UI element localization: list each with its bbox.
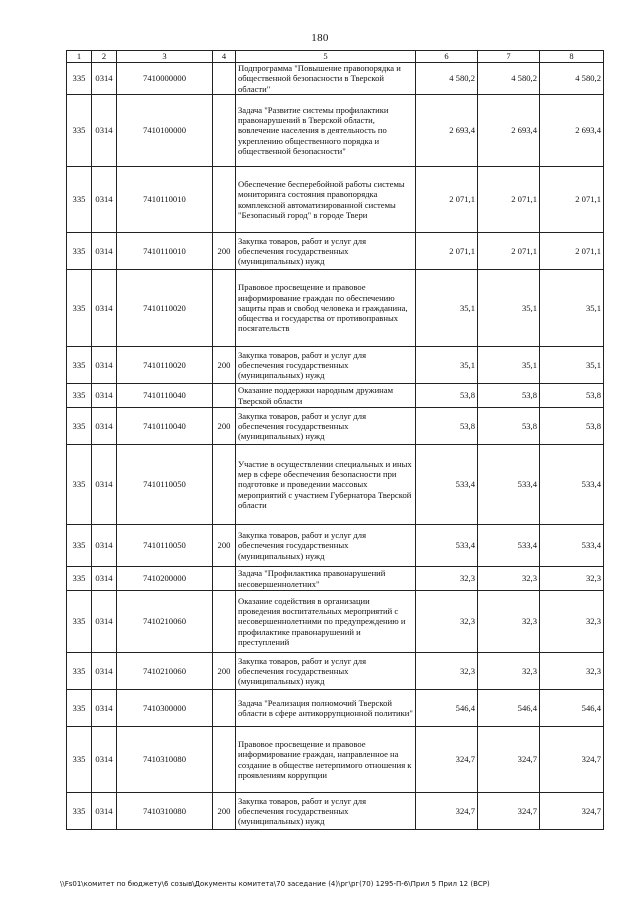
table-row [67,653,604,690]
cell-description: Правовое просвещение и правовое информирование граждан по обеспечению защиты прав и свобод человека и гражданина, общества и государства от противоправных посягательств [236,270,416,347]
cell-target-code: 7410310080 [117,793,213,830]
cell-admin-code: 335 [67,567,92,591]
cell-section-code: 0314 [92,445,117,525]
cell-target-code: 7410110040 [117,384,213,408]
table-row [67,167,604,233]
cell-amount-2: 35,1 [478,347,540,384]
cell-amount-1: 2 693,4 [416,95,478,167]
cell-description: Оказание содействия в организации проведения воспитательных мероприятий с несовершеннолетними по предупреждению и профилактике правонарушений и преступлений [236,591,416,653]
cell-description: Закупка товаров, работ и услуг для обеспечения государственных (муниципальных) нужд [236,233,416,270]
cell-amount-2: 4 580,2 [478,63,540,95]
cell-expense-type: 200 [213,408,236,445]
table-row [67,690,604,727]
table-row [67,384,604,408]
table-row [67,727,604,793]
cell-description: Участие в осуществлении специальных и иных мер в сфере обеспечения безопасности при подготовке и проведении массовых мероприятий с участием Губернатора Тверской области [236,445,416,525]
cell-section-code: 0314 [92,384,117,408]
cell-target-code: 7410110050 [117,445,213,525]
header-col-4: 4 [213,51,236,63]
cell-amount-3: 32,3 [540,591,604,653]
cell-amount-2: 32,3 [478,653,540,690]
cell-section-code: 0314 [92,233,117,270]
cell-admin-code: 335 [67,347,92,384]
cell-amount-2: 32,3 [478,591,540,653]
cell-amount-2: 324,7 [478,793,540,830]
cell-amount-2: 53,8 [478,408,540,445]
cell-admin-code: 335 [67,653,92,690]
cell-expense-type [213,95,236,167]
cell-target-code: 7410000000 [117,63,213,95]
cell-amount-3: 32,3 [540,567,604,591]
cell-target-code: 7410300000 [117,690,213,727]
cell-target-code: 7410310080 [117,727,213,793]
cell-amount-3: 4 580,2 [540,63,604,95]
cell-admin-code: 335 [67,95,92,167]
cell-section-code: 0314 [92,63,117,95]
cell-expense-type: 200 [213,233,236,270]
table-row [67,233,604,270]
cell-description: Задача "Профилактика правонарушений несовершеннолетних" [236,567,416,591]
cell-expense-type: 200 [213,653,236,690]
table-row [67,793,604,830]
cell-expense-type: 200 [213,793,236,830]
cell-section-code: 0314 [92,270,117,347]
cell-target-code: 7410200000 [117,567,213,591]
cell-admin-code: 335 [67,270,92,347]
cell-amount-2: 35,1 [478,270,540,347]
cell-amount-3: 546,4 [540,690,604,727]
cell-section-code: 0314 [92,167,117,233]
cell-amount-3: 2 071,1 [540,167,604,233]
table-row [67,591,604,653]
cell-description: Закупка товаров, работ и услуг для обеспечения государственных (муниципальных) нужд [236,653,416,690]
cell-expense-type [213,167,236,233]
cell-amount-1: 2 071,1 [416,233,478,270]
cell-admin-code: 335 [67,445,92,525]
cell-section-code: 0314 [92,408,117,445]
cell-target-code: 7410110020 [117,347,213,384]
cell-section-code: 0314 [92,591,117,653]
cell-admin-code: 335 [67,793,92,830]
cell-amount-2: 2 071,1 [478,233,540,270]
cell-amount-1: 2 071,1 [416,167,478,233]
cell-expense-type [213,63,236,95]
header-col-3: 3 [117,51,213,63]
cell-expense-type [213,690,236,727]
cell-description: Оказание поддержки народным дружинам Тверской области [236,384,416,408]
cell-amount-2: 546,4 [478,690,540,727]
header-col-7: 7 [478,51,540,63]
cell-amount-2: 2 693,4 [478,95,540,167]
cell-admin-code: 335 [67,525,92,567]
page-number: 180 [311,32,329,44]
table-row [67,95,604,167]
cell-amount-1: 53,8 [416,384,478,408]
cell-amount-1: 324,7 [416,727,478,793]
cell-expense-type [213,384,236,408]
cell-amount-1: 533,4 [416,525,478,567]
table-row [67,445,604,525]
cell-section-code: 0314 [92,95,117,167]
cell-description: Задача "Развитие системы профилактики правонарушений в Тверской области, вовлечение населения в деятельность по укреплению общественного порядка и общественной безопасности" [236,95,416,167]
table-row [67,347,604,384]
cell-expense-type: 200 [213,347,236,384]
cell-amount-3: 324,7 [540,727,604,793]
cell-amount-2: 533,4 [478,525,540,567]
cell-description: Закупка товаров, работ и услуг для обеспечения государственных (муниципальных) нужд [236,408,416,445]
cell-amount-2: 324,7 [478,727,540,793]
cell-expense-type [213,727,236,793]
table-header-row [67,51,604,63]
cell-amount-3: 533,4 [540,445,604,525]
cell-amount-2: 32,3 [478,567,540,591]
cell-amount-1: 35,1 [416,347,478,384]
table-row [67,63,604,95]
cell-amount-3: 53,8 [540,408,604,445]
cell-amount-3: 533,4 [540,525,604,567]
cell-target-code: 7410100000 [117,95,213,167]
cell-amount-3: 2 071,1 [540,233,604,270]
cell-admin-code: 335 [67,408,92,445]
header-col-1: 1 [67,51,92,63]
header-col-5: 5 [236,51,416,63]
cell-target-code: 7410110020 [117,270,213,347]
cell-amount-3: 32,3 [540,653,604,690]
cell-amount-1: 35,1 [416,270,478,347]
cell-expense-type [213,445,236,525]
cell-amount-3: 35,1 [540,347,604,384]
cell-section-code: 0314 [92,525,117,567]
cell-description: Закупка товаров, работ и услуг для обеспечения государственных (муниципальных) нужд [236,793,416,830]
cell-description: Задача "Реализация полномочий Тверской области в сфере антикоррупционной политики" [236,690,416,727]
header-col-6: 6 [416,51,478,63]
cell-section-code: 0314 [92,793,117,830]
cell-amount-1: 4 580,2 [416,63,478,95]
cell-admin-code: 335 [67,384,92,408]
cell-admin-code: 335 [67,63,92,95]
cell-amount-1: 324,7 [416,793,478,830]
cell-target-code: 7410110040 [117,408,213,445]
cell-section-code: 0314 [92,347,117,384]
cell-admin-code: 335 [67,233,92,270]
cell-target-code: 7410110010 [117,233,213,270]
cell-expense-type: 200 [213,525,236,567]
cell-target-code: 7410110010 [117,167,213,233]
cell-section-code: 0314 [92,567,117,591]
cell-expense-type [213,591,236,653]
cell-target-code: 7410110050 [117,525,213,567]
cell-section-code: 0314 [92,653,117,690]
cell-section-code: 0314 [92,690,117,727]
cell-amount-1: 546,4 [416,690,478,727]
header-col-8: 8 [540,51,604,63]
cell-description: Подпрограмма "Повышение правопорядка и общественной безопасности в Тверской области" [236,63,416,95]
cell-expense-type [213,567,236,591]
cell-expense-type [213,270,236,347]
cell-admin-code: 335 [67,690,92,727]
header-col-2: 2 [92,51,117,63]
cell-amount-1: 533,4 [416,445,478,525]
cell-amount-3: 324,7 [540,793,604,830]
cell-target-code: 7410210060 [117,653,213,690]
table-row [67,567,604,591]
table-row [67,270,604,347]
cell-amount-1: 53,8 [416,408,478,445]
cell-section-code: 0314 [92,727,117,793]
footer-file-path: \\Fs01\комитет по бюджету\6 созыв\Документы комитета\70 заседание (4)\рг\рг(70) 1295-П-6\Прил 5 Прил 12 (ВСР) [60,880,490,888]
table-row [67,525,604,567]
cell-amount-1: 32,3 [416,653,478,690]
budget-table [66,50,604,830]
cell-description: Обеспечение бесперебойной работы системы мониторинга состояния правопорядка комплексной автоматизированной системы "Безопасный город" в городе Твери [236,167,416,233]
cell-description: Закупка товаров, работ и услуг для обеспечения государственных (муниципальных) нужд [236,347,416,384]
table-row [67,408,604,445]
cell-description: Правовое просвещение и правовое информирование граждан, направленное на создание в обществе нетерпимого отношения к проявлениям коррупции [236,727,416,793]
cell-amount-2: 533,4 [478,445,540,525]
cell-admin-code: 335 [67,167,92,233]
cell-target-code: 7410210060 [117,591,213,653]
cell-admin-code: 335 [67,591,92,653]
cell-amount-1: 32,3 [416,591,478,653]
cell-amount-3: 35,1 [540,270,604,347]
cell-amount-2: 2 071,1 [478,167,540,233]
cell-description: Закупка товаров, работ и услуг для обеспечения государственных (муниципальных) нужд [236,525,416,567]
cell-admin-code: 335 [67,727,92,793]
cell-amount-3: 53,8 [540,384,604,408]
cell-amount-1: 32,3 [416,567,478,591]
cell-amount-2: 53,8 [478,384,540,408]
cell-amount-3: 2 693,4 [540,95,604,167]
